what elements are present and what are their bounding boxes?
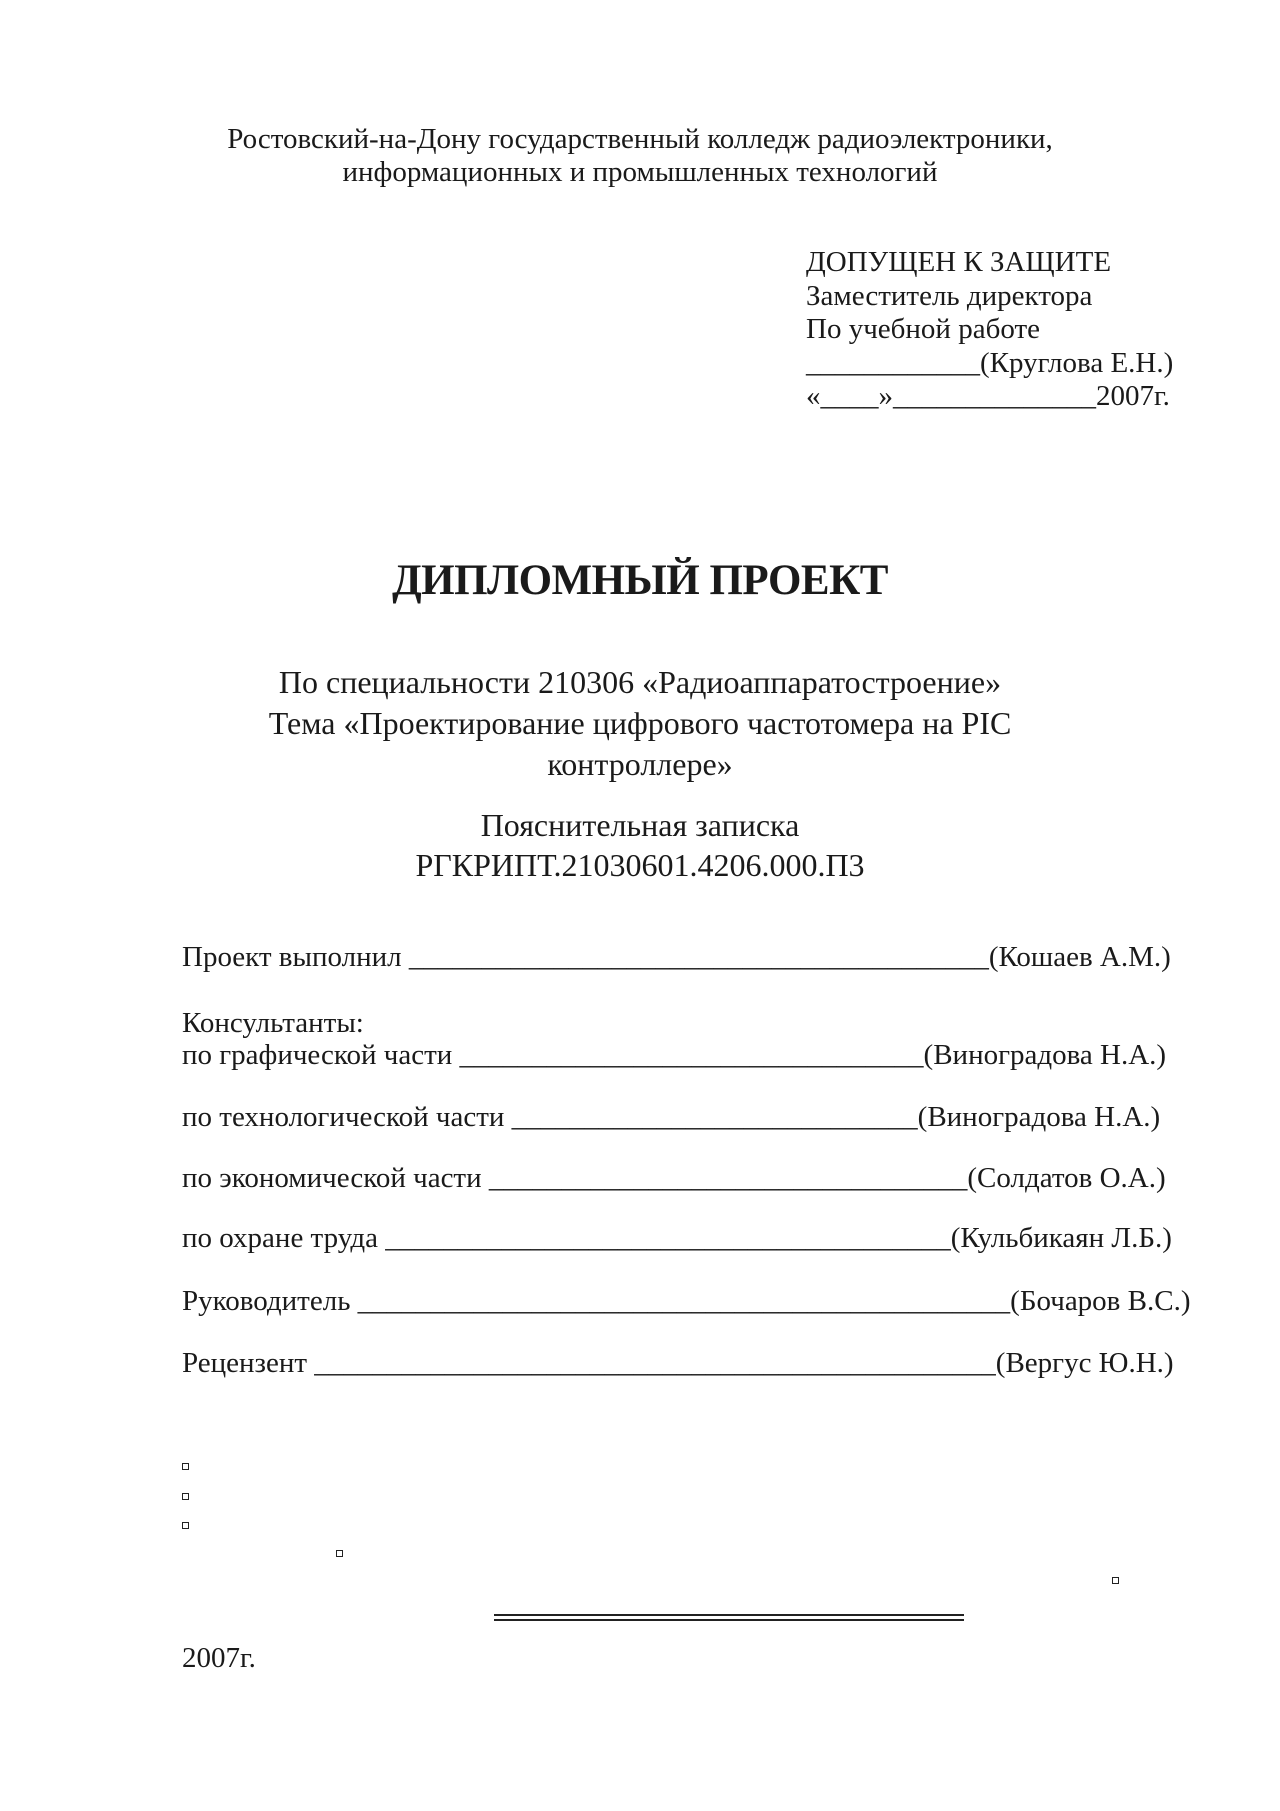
document-title: ДИПЛОМНЫЙ ПРОЕКТ (392, 557, 888, 604)
note-label: Пояснительная записка (480, 807, 800, 843)
document-year: 2007г. (182, 1642, 256, 1674)
object-placeholder-icon (182, 1463, 189, 1470)
signature-graphic-part: по графической части ________________________________(Виноградова Н.А.) (182, 1039, 1167, 1071)
signature-labor-protection: по охране труда _______________________________________(Кульбикаян Л.Б.) (182, 1222, 1172, 1254)
object-placeholder-icon (1112, 1577, 1119, 1584)
institution-line-1: Ростовский-на-Дону государственный колледж радиоэлектроники, (227, 123, 1053, 155)
specialty-line: По специальности 210306 «Радиоаппаратостроение» (278, 664, 1002, 700)
approval-signature-line: ____________(Круглова Е.Н.) (806, 346, 1174, 379)
approval-block (806, 246, 1173, 414)
specialty-block (0, 662, 1280, 785)
consultants-label: Консультанты: (182, 1007, 364, 1039)
approval-position: Заместитель директора (806, 279, 1093, 312)
object-placeholder-icon (336, 1550, 343, 1557)
institution-line-2: информационных и промышленных технологий (342, 156, 938, 188)
signature-technological-part: по технологической части ____________________________(Виноградова Н.А.) (182, 1101, 1161, 1133)
signature-executed: Проект выполнил ________________________________________(Кошаев А.М.) (182, 941, 1171, 973)
object-placeholder-icon (182, 1522, 189, 1529)
object-placeholder-icon (182, 1493, 189, 1500)
approval-date-line: «____»______________2007г. (806, 380, 1170, 412)
topic-line: Тема «Проектирование цифрового частотомера на PIC (268, 705, 1012, 741)
signature-economic-part: по экономической части _________________________________(Солдатов О.А.) (182, 1162, 1166, 1194)
topic-line-continued: контроллере» (547, 746, 733, 782)
note-block (0, 805, 1280, 885)
signature-supervisor: Руководитель _____________________________________________(Бочаров В.С.) (182, 1285, 1191, 1317)
document-code: РГКРИПТ.21030601.4206.000.П3 (415, 847, 865, 883)
approval-heading: ДОПУЩЕН К ЗАЩИТЕ (806, 246, 1112, 278)
approval-department: По учебной работе (806, 313, 1040, 345)
signature-reviewer: Рецензент _______________________________________________(Вергус Ю.Н.) (182, 1347, 1174, 1379)
double-rule-divider (494, 1614, 964, 1621)
